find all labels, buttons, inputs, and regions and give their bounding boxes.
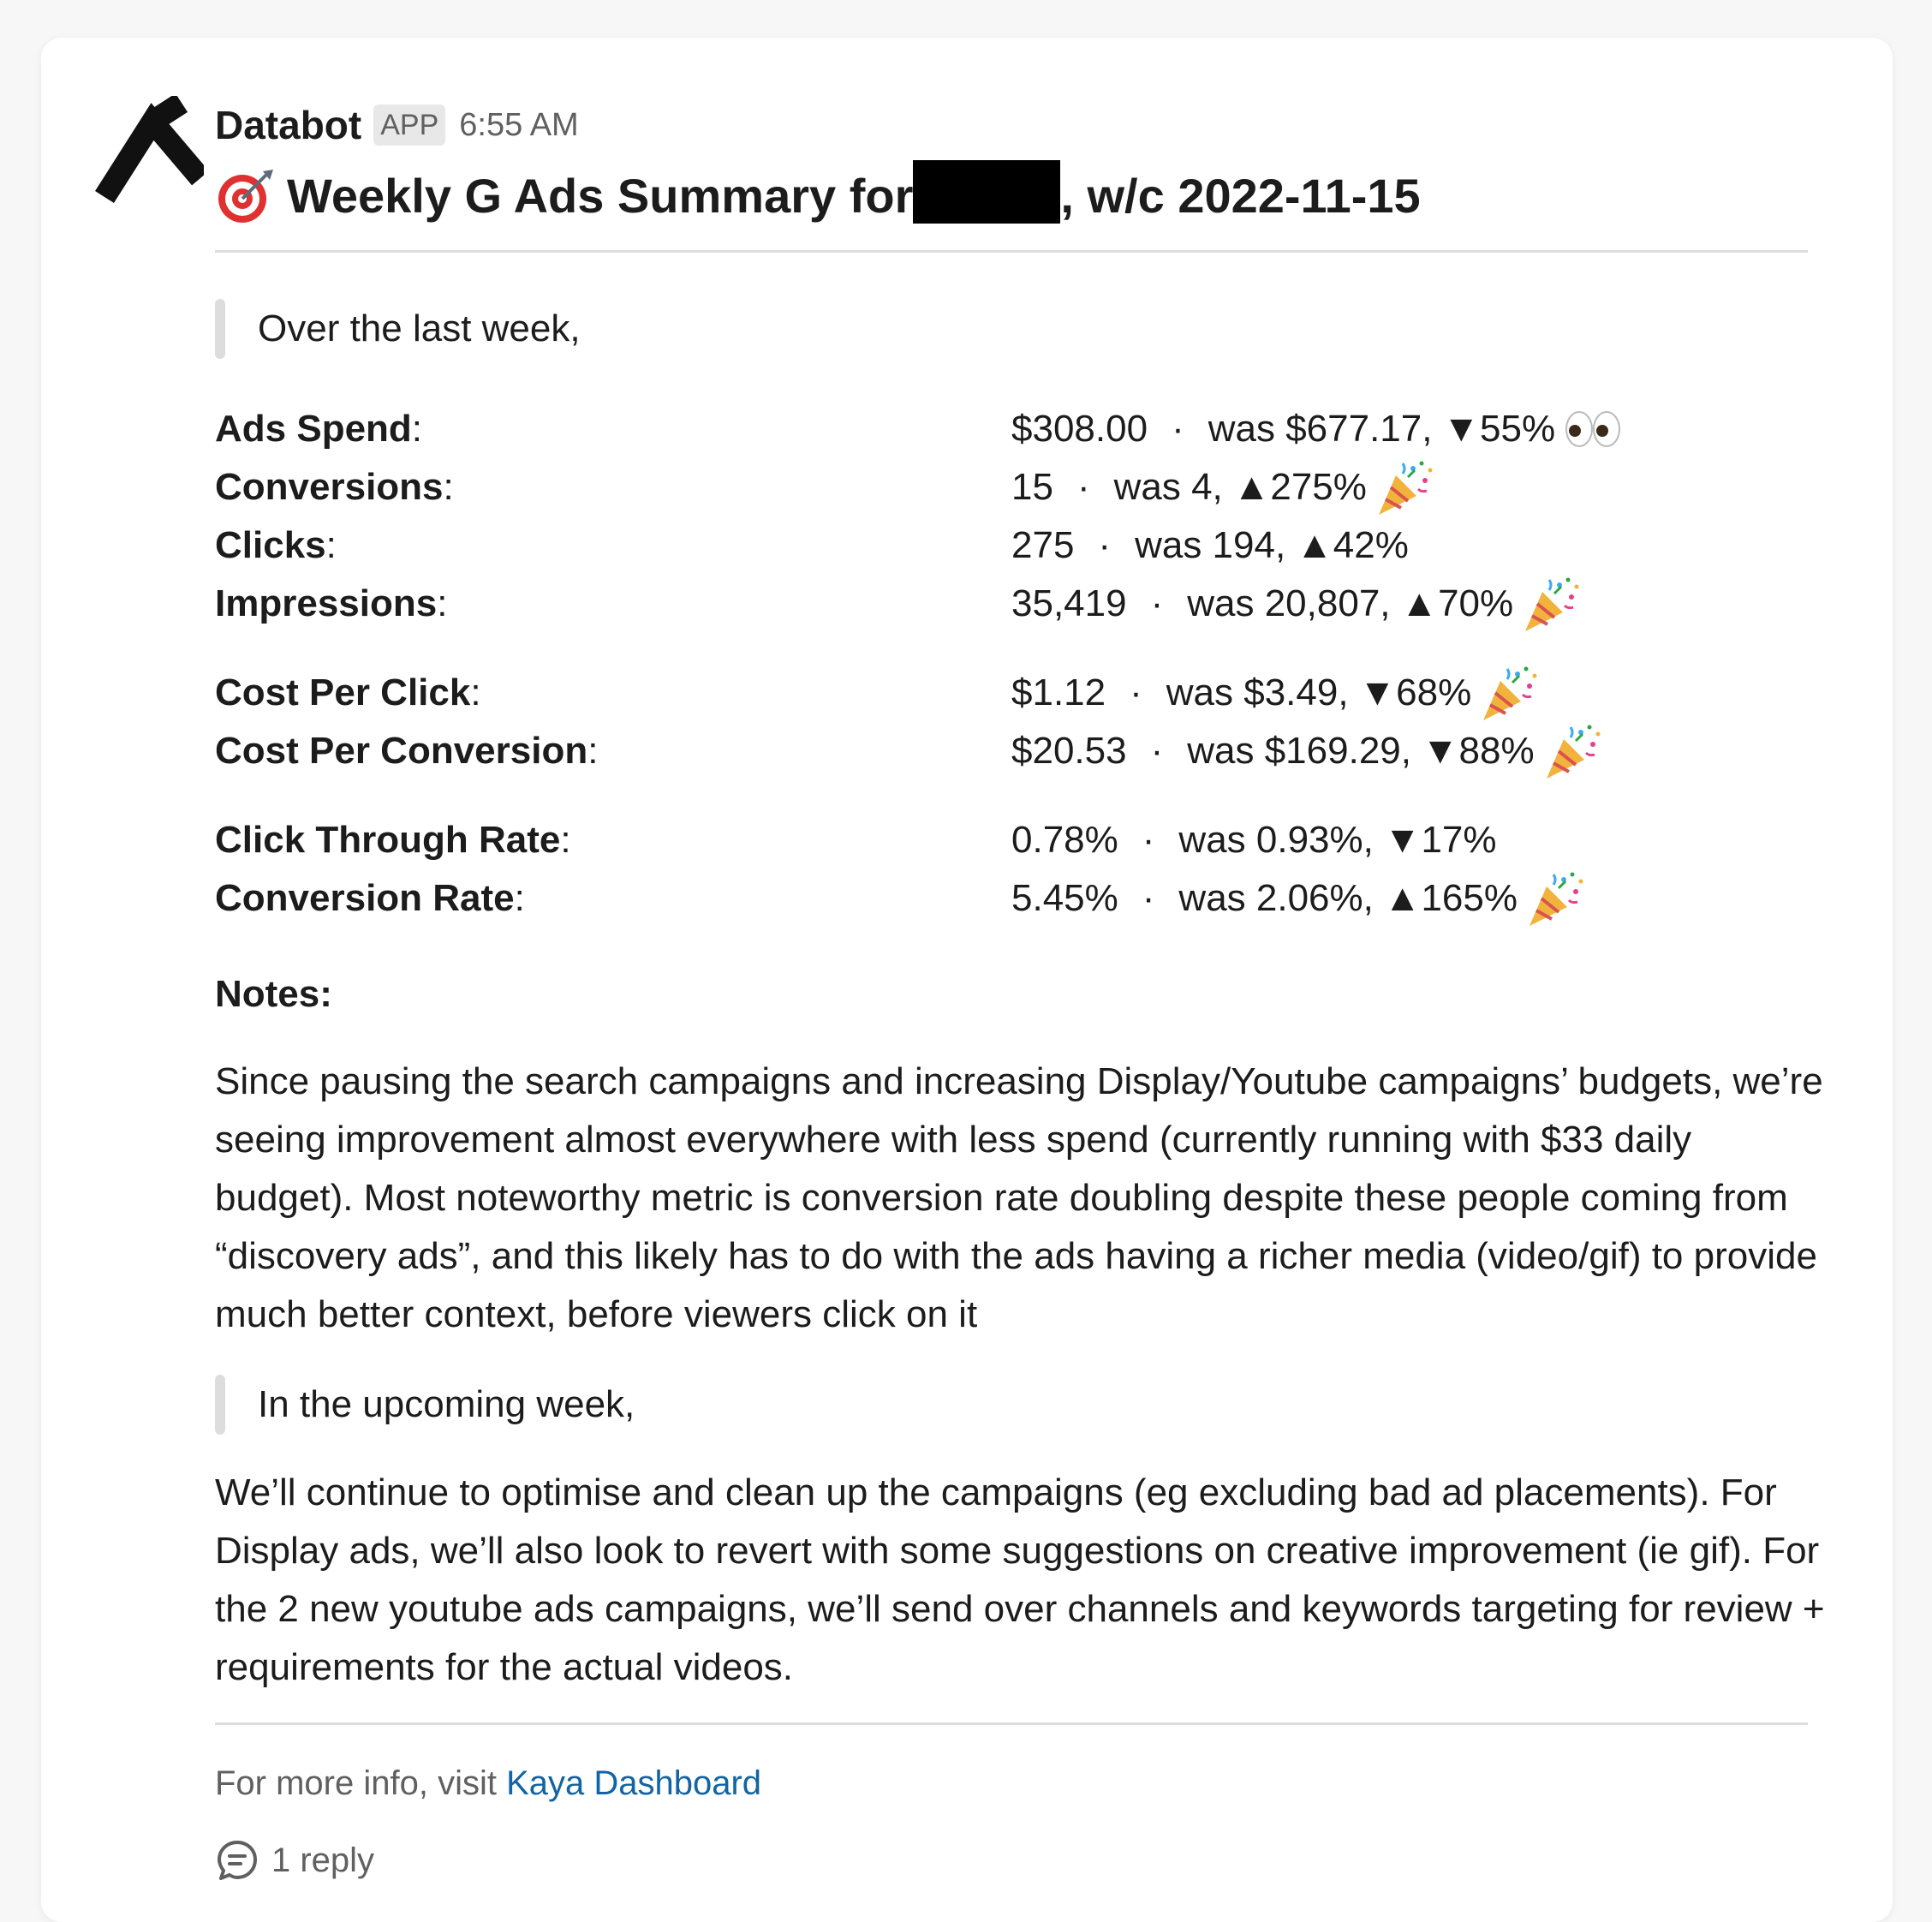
- metric-current: 0.78%: [1011, 819, 1118, 861]
- metric-previous: was 0.93%,: [1178, 819, 1374, 861]
- databot-logo-icon[interactable]: [92, 96, 204, 207]
- metrics-list: [215, 400, 1810, 928]
- header-divider: [215, 250, 1808, 253]
- metric-change: 275%: [1270, 466, 1367, 508]
- metric-current: $20.53: [1011, 730, 1127, 772]
- metric-change: 70%: [1438, 582, 1514, 624]
- thread-replies[interactable]: [215, 1838, 1810, 1883]
- party-popper-emoji: [1524, 868, 1586, 929]
- metric-label: Clicks:: [215, 524, 337, 566]
- redacted-client-name: [913, 160, 1060, 224]
- metric-previous: was $677.17,: [1208, 408, 1433, 450]
- separator-dot: ·: [1098, 524, 1112, 566]
- title-suffix: , w/c 2022-11-15: [1060, 168, 1421, 223]
- metric-current: 5.45%: [1011, 877, 1118, 919]
- metric-value: [1011, 720, 1603, 782]
- message-timestamp[interactable]: 6:55 AM: [459, 106, 579, 143]
- metric-value: [1011, 457, 1435, 518]
- upcoming-text: We’ll continue to optimise and clean up the campaigns (eg excluding bad ad placements). For Display ads, we’ll also look to revert with some suggestions on creative improvement (ie gif). For the 2 new youtube ads campaigns, we’ll send over channels and keywords targeting for review + requirements for the actual videos.: [215, 1471, 1825, 1688]
- metric-row: [215, 458, 1810, 516]
- intro-quote: [215, 299, 1810, 359]
- metric-change: 88%: [1458, 730, 1535, 772]
- metric-label: Impressions:: [215, 582, 448, 624]
- metric-change: 17%: [1421, 819, 1497, 861]
- metric-label-text: Click Through Rate: [215, 819, 561, 861]
- metric-current: 35,419: [1011, 582, 1127, 624]
- party-popper-emoji: [1478, 662, 1540, 724]
- trend-arrow-icon: ▲: [1296, 524, 1333, 566]
- direct-hit-icon: [215, 164, 277, 226]
- metric-value: [1011, 662, 1540, 724]
- trend-arrow-icon: ▲: [1400, 582, 1439, 624]
- metric-label-text: Cost Per Conversion: [215, 730, 588, 772]
- separator-dot: ·: [1076, 466, 1090, 508]
- metric-label: Conversion Rate:: [215, 877, 525, 919]
- metric-change: 165%: [1421, 877, 1518, 919]
- metric-change: 42%: [1333, 524, 1409, 566]
- party-popper-emoji: [1541, 720, 1603, 782]
- metric-row: [215, 664, 1810, 722]
- metric-change: 55%: [1480, 408, 1556, 450]
- trend-arrow-icon: ▼: [1358, 672, 1397, 713]
- metric-current: $308.00: [1011, 408, 1148, 450]
- footer-divider: [215, 1722, 1808, 1725]
- metric-previous: was 2.06%,: [1178, 877, 1374, 919]
- upcoming-quote: [215, 1375, 1810, 1435]
- kaya-dashboard-link[interactable]: Kaya Dashboard: [506, 1764, 762, 1802]
- trend-arrow-icon: ▼: [1383, 819, 1422, 861]
- separator-dot: ·: [1150, 582, 1164, 624]
- metric-change: 68%: [1396, 672, 1472, 713]
- app-badge: APP: [373, 104, 445, 146]
- metric-current: $1.12: [1011, 672, 1106, 713]
- metric-previous: was $169.29,: [1187, 730, 1411, 772]
- metric-value: [1011, 868, 1586, 929]
- sender-name[interactable]: Databot: [215, 103, 362, 147]
- metric-label-text: Ads Spend: [215, 408, 412, 450]
- metric-label: Click Through Rate:: [215, 819, 571, 861]
- notes-heading: Notes:: [215, 973, 332, 1015]
- metric-label-text: Conversions: [215, 466, 444, 508]
- metric-label-text: Impressions: [215, 582, 438, 624]
- metric-label: Cost Per Conversion:: [215, 730, 599, 772]
- party-popper-emoji: [1374, 457, 1435, 518]
- metric-row: [215, 400, 1810, 458]
- separator-dot: ·: [1172, 408, 1184, 450]
- eyes-emoji: [1562, 398, 1624, 460]
- metric-label-text: Conversion Rate: [215, 877, 515, 919]
- metric-value: [1011, 819, 1497, 862]
- separator-dot: ·: [1142, 819, 1155, 861]
- metric-label: Cost Per Click:: [215, 672, 481, 713]
- metric-current: 15: [1011, 466, 1053, 508]
- metric-label-text: Clicks: [215, 524, 326, 566]
- metric-label: Ads Spend:: [215, 408, 423, 450]
- trend-arrow-icon: ▼: [1442, 408, 1481, 450]
- separator-dot: ·: [1150, 730, 1164, 772]
- metric-row: [215, 869, 1810, 928]
- metric-previous: was $3.49,: [1166, 672, 1349, 713]
- message-header: [215, 98, 1810, 152]
- footer: [215, 1759, 1810, 1807]
- trend-arrow-icon: ▲: [1232, 466, 1271, 508]
- separator-dot: ·: [1142, 877, 1155, 919]
- title-prefix: Weekly G Ads Summary for: [287, 168, 914, 223]
- metric-row: [215, 516, 1810, 575]
- reply-count[interactable]: 1 reply: [271, 1841, 375, 1879]
- metric-previous: was 20,807,: [1187, 582, 1391, 624]
- metric-value: [1011, 573, 1582, 635]
- metric-previous: was 4,: [1113, 466, 1223, 508]
- metric-value: [1011, 524, 1409, 567]
- metric-current: 275: [1011, 524, 1075, 566]
- separator-dot: ·: [1130, 672, 1142, 713]
- metric-label-text: Cost Per Click: [215, 672, 471, 713]
- metric-row: [215, 722, 1810, 780]
- message-title: [215, 161, 1810, 230]
- trend-arrow-icon: ▲: [1383, 877, 1422, 919]
- metric-row: [215, 811, 1810, 869]
- notes-text: Since pausing the search campaigns and increasing Display/Youtube campaigns’ budgets, we’re seeing improvement almost everywhere with less spend (currently running with $33 daily budget). Most noteworthy metric is conversion rate doubling despite these people coming from “discovery ads”, and this likely has to do with the ads having a richer media (video/gif) to provide much better context, before viewers click on it: [215, 1060, 1823, 1335]
- thread-reply-icon: [215, 1838, 259, 1883]
- message-body: [215, 98, 1825, 1883]
- metric-previous: was 194,: [1135, 524, 1286, 566]
- party-popper-emoji: [1520, 573, 1582, 635]
- metric-value: [1011, 398, 1624, 460]
- metric-label: Conversions:: [215, 466, 454, 508]
- trend-arrow-icon: ▼: [1421, 730, 1459, 772]
- upcoming-quote-text: In the upcoming week,: [258, 1383, 635, 1425]
- intro-quote-text: Over the last week,: [258, 307, 581, 349]
- footer-text: For more info, visit: [215, 1764, 507, 1802]
- metric-row: [215, 575, 1810, 633]
- message-card: [41, 38, 1893, 1922]
